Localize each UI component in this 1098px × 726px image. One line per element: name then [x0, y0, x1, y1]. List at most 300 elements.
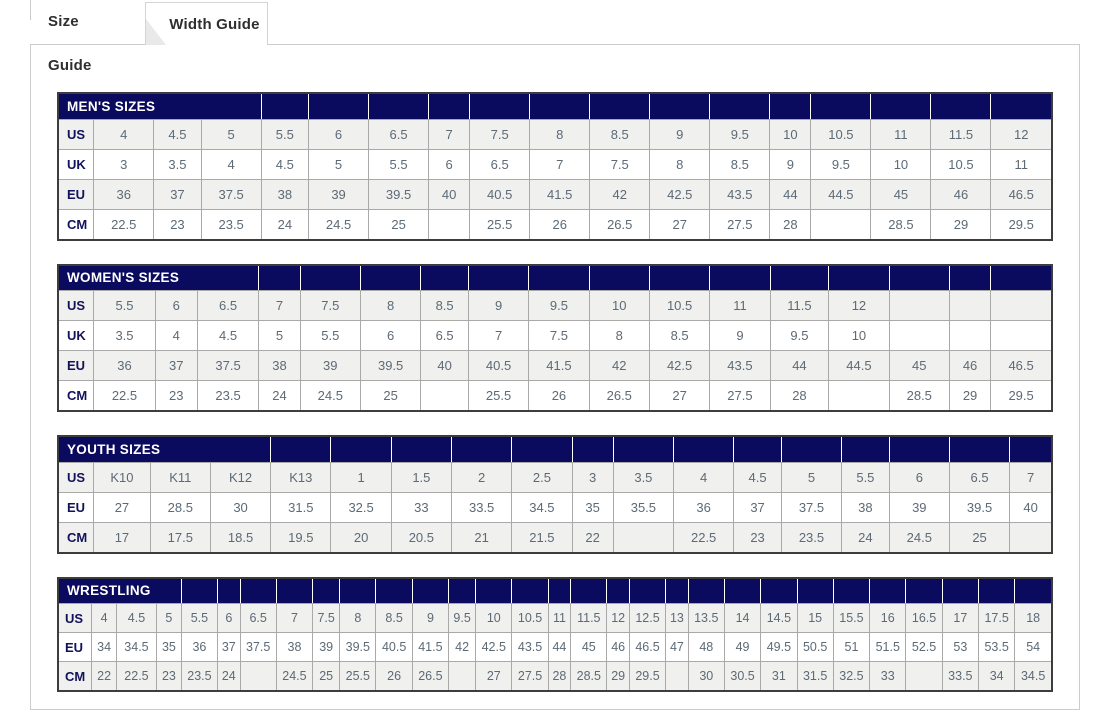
size-row-us: [58, 462, 1052, 492]
size-cell: 39.5: [369, 179, 429, 209]
size-cell: 10.5: [811, 119, 871, 149]
size-cell: 27: [650, 209, 710, 240]
size-cell: 13: [666, 604, 688, 633]
size-cell: 6.5: [197, 291, 259, 321]
title-spacer-cell: [710, 265, 770, 291]
size-cell: [421, 381, 469, 412]
table-title-row: [58, 93, 1052, 119]
size-cell: 2.5: [512, 462, 572, 492]
title-spacer-cell: [889, 265, 949, 291]
size-cell: 23: [155, 381, 197, 412]
title-spacer-cell: [259, 265, 300, 291]
size-cell: 42.5: [650, 179, 710, 209]
size-cell: 35.5: [613, 492, 673, 522]
size-cell: 4: [201, 149, 261, 179]
title-spacer-cell: [452, 436, 512, 462]
size-cell: 10.5: [931, 149, 991, 179]
size-cell: 7: [468, 321, 528, 351]
title-spacer-cell: [979, 578, 1015, 604]
size-cell: 40: [1010, 492, 1052, 522]
size-cell: 27: [94, 492, 150, 522]
row-label: US: [58, 462, 94, 492]
size-cell: 5: [157, 604, 182, 633]
size-cell: 44: [770, 179, 811, 209]
size-cell: 10: [871, 149, 931, 179]
size-cell: 38: [842, 492, 890, 522]
title-spacer-cell: [1010, 436, 1052, 462]
size-cell: 3: [94, 149, 154, 179]
size-cell: K12: [210, 462, 270, 492]
size-cell: K13: [271, 462, 331, 492]
size-cell: 39.5: [949, 492, 1009, 522]
size-cell: 25.5: [470, 209, 530, 240]
title-spacer-cell: [811, 93, 871, 119]
size-cell: 11: [871, 119, 931, 149]
size-cell: 1: [331, 462, 391, 492]
size-cell: 12: [991, 119, 1052, 149]
size-cell: 32.5: [833, 662, 869, 692]
table-title: WRESTLING: [58, 578, 181, 604]
title-spacer-cell: [991, 265, 1052, 291]
size-cell: 28.5: [150, 492, 210, 522]
size-cell: 44: [548, 633, 570, 662]
row-label: US: [58, 119, 94, 149]
size-cell: 7: [530, 149, 590, 179]
size-cell: 6.5: [369, 119, 429, 149]
size-cell: 13.5: [688, 604, 724, 633]
row-label: US: [58, 291, 94, 321]
size-cell: 39: [300, 351, 360, 381]
size-cell: 31: [761, 662, 797, 692]
size-cell: [613, 522, 673, 553]
size-cell: 33: [870, 662, 906, 692]
title-spacer-cell: [512, 578, 548, 604]
title-spacer-cell: [271, 436, 331, 462]
size-cell: 28: [548, 662, 570, 692]
title-spacer-cell: [724, 578, 760, 604]
size-cell: 46.5: [991, 351, 1052, 381]
tab-width-guide-label: Width Guide: [169, 15, 260, 33]
title-spacer-cell: [548, 578, 570, 604]
size-cell: 5: [201, 119, 261, 149]
title-spacer-cell: [650, 93, 710, 119]
size-cell: 34: [92, 633, 117, 662]
size-cell: 34: [979, 662, 1015, 692]
size-cell: 10: [770, 119, 811, 149]
size-cell: 38: [276, 633, 312, 662]
size-cell: 53: [942, 633, 978, 662]
size-cell: 20: [331, 522, 391, 553]
size-cell: 17.5: [150, 522, 210, 553]
size-cell: 34.5: [116, 633, 156, 662]
title-spacer-cell: [1015, 578, 1052, 604]
size-cell: 8: [650, 149, 710, 179]
row-label: UK: [58, 149, 94, 179]
title-spacer-cell: [218, 578, 240, 604]
title-spacer-cell: [761, 578, 797, 604]
size-cell: 22: [572, 522, 613, 553]
size-cell: 21.5: [512, 522, 572, 553]
size-cell: 9.5: [811, 149, 871, 179]
row-label: EU: [58, 633, 92, 662]
size-guide-panel: [30, 44, 1080, 710]
size-row-eu: [58, 633, 1052, 662]
table-title-row: [58, 436, 1052, 462]
size-cell: 4.5: [261, 149, 308, 179]
size-cell: 11.5: [770, 291, 829, 321]
size-cell: 28.5: [889, 381, 949, 412]
size-cell: 33.5: [942, 662, 978, 692]
size-cell: 26: [530, 209, 590, 240]
table-title: MEN'S SIZES: [58, 93, 261, 119]
size-cell: 7.5: [300, 291, 360, 321]
title-spacer-cell: [649, 265, 709, 291]
size-cell: K11: [150, 462, 210, 492]
size-cell: 29.5: [991, 381, 1052, 412]
size-cell: 2: [452, 462, 512, 492]
size-cell: 24: [261, 209, 308, 240]
size-cell: 52.5: [906, 633, 942, 662]
title-spacer-cell: [240, 578, 276, 604]
size-cell: 40.5: [468, 351, 528, 381]
size-cell: 29.5: [629, 662, 665, 692]
title-spacer-cell: [572, 436, 613, 462]
row-label: CM: [58, 209, 94, 240]
size-cell: 23.5: [201, 209, 261, 240]
size-table-wrestling: [57, 577, 1053, 693]
title-spacer-cell: [300, 265, 360, 291]
size-cell: 31.5: [271, 492, 331, 522]
size-cell: 5.5: [261, 119, 308, 149]
size-row-us: [58, 119, 1052, 149]
size-cell: 39: [309, 179, 369, 209]
size-cell: 18: [1015, 604, 1052, 633]
size-cell: 6.5: [240, 604, 276, 633]
title-spacer-cell: [571, 578, 607, 604]
size-row-eu: [58, 351, 1052, 381]
size-cell: 29: [607, 662, 629, 692]
title-spacer-cell: [530, 93, 590, 119]
title-spacer-cell: [734, 436, 782, 462]
size-cell: 10: [476, 604, 512, 633]
title-spacer-cell: [710, 93, 770, 119]
size-cell: 53.5: [979, 633, 1015, 662]
size-cell: 37.5: [197, 351, 259, 381]
title-spacer-cell: [770, 93, 811, 119]
size-cell: [240, 662, 276, 692]
size-cell: 38: [259, 351, 300, 381]
title-spacer-cell: [607, 578, 629, 604]
size-cell: 20.5: [391, 522, 451, 553]
size-cell: 6: [155, 291, 197, 321]
size-cell: 4: [674, 462, 734, 492]
size-cell: 10.5: [649, 291, 709, 321]
size-cell: 40.5: [376, 633, 412, 662]
size-cell: 46: [931, 179, 991, 209]
size-cell: 33: [391, 492, 451, 522]
size-cell: 7: [429, 119, 470, 149]
size-cell: 4.5: [116, 604, 156, 633]
size-cell: 25: [949, 522, 1009, 553]
size-cell: 6.5: [949, 462, 1009, 492]
size-cell: 48: [688, 633, 724, 662]
size-cell: 42: [590, 179, 650, 209]
title-spacer-cell: [429, 93, 470, 119]
size-cell: 3.5: [613, 462, 673, 492]
size-cell: 7: [259, 291, 300, 321]
size-cell: 9.5: [449, 604, 476, 633]
tab-width-guide[interactable]: [145, 2, 268, 45]
size-cell: 25.5: [468, 381, 528, 412]
size-cell: 9: [650, 119, 710, 149]
size-cell: 30: [210, 492, 270, 522]
title-spacer-cell: [589, 265, 649, 291]
size-cell: 11: [710, 291, 770, 321]
size-cell: 6: [429, 149, 470, 179]
title-spacer-cell: [781, 436, 841, 462]
row-label: US: [58, 604, 92, 633]
title-spacer-cell: [613, 436, 673, 462]
size-cell: 40: [421, 351, 469, 381]
size-cell: 24: [842, 522, 890, 553]
title-spacer-cell: [931, 93, 991, 119]
size-cell: 10: [589, 291, 649, 321]
table-title-row: [58, 578, 1052, 604]
size-cell: 25: [360, 381, 420, 412]
title-spacer-cell: [360, 265, 420, 291]
size-cell: 8: [340, 604, 376, 633]
size-cell: 35: [157, 633, 182, 662]
title-spacer-cell: [889, 436, 949, 462]
size-cell: K10: [94, 462, 150, 492]
size-cell: 40: [429, 179, 470, 209]
size-cell: 36: [94, 351, 156, 381]
title-spacer-cell: [590, 93, 650, 119]
size-cell: 27.5: [710, 209, 770, 240]
title-spacer-cell: [276, 578, 312, 604]
size-cell: 24: [218, 662, 240, 692]
size-row-cm: [58, 522, 1052, 553]
size-cell: 1.5: [391, 462, 451, 492]
size-cell: 17.5: [979, 604, 1015, 633]
title-spacer-cell: [261, 93, 308, 119]
tab-fold-corner: [146, 19, 166, 45]
size-cell: 17: [942, 604, 978, 633]
size-cell: 9.5: [529, 291, 589, 321]
size-cell: 9: [770, 149, 811, 179]
size-cell: 12: [829, 291, 889, 321]
size-row-eu: [58, 179, 1052, 209]
size-cell: 39.5: [360, 351, 420, 381]
size-cell: 37.5: [240, 633, 276, 662]
size-row-cm: [58, 662, 1052, 692]
title-spacer-cell: [871, 93, 931, 119]
size-cell: 49.5: [761, 633, 797, 662]
size-cell: 7.5: [313, 604, 340, 633]
size-cell: 4: [92, 604, 117, 633]
size-cell: 7.5: [529, 321, 589, 351]
size-cell: 23.5: [181, 662, 217, 692]
title-spacer-cell: [309, 93, 369, 119]
size-cell: 10: [829, 321, 889, 351]
title-spacer-cell: [688, 578, 724, 604]
size-cell: 25: [369, 209, 429, 240]
tab-size-guide[interactable]: Size Guide: [48, 13, 92, 74]
title-spacer-cell: [829, 265, 889, 291]
size-cell: 7: [1010, 462, 1052, 492]
size-cell: [991, 291, 1052, 321]
tables-host: [31, 92, 1079, 692]
size-cell: 7: [276, 604, 312, 633]
title-spacer-cell: [512, 436, 572, 462]
size-table-women-s-sizes: [57, 264, 1053, 413]
title-spacer-cell: [949, 265, 990, 291]
title-spacer-cell: [313, 578, 340, 604]
size-cell: 36: [674, 492, 734, 522]
size-cell: 27: [649, 381, 709, 412]
size-cell: 6: [218, 604, 240, 633]
size-cell: 7.5: [470, 119, 530, 149]
size-cell: 27: [476, 662, 512, 692]
title-spacer-cell: [906, 578, 942, 604]
size-cell: 5.5: [300, 321, 360, 351]
size-cell: 24.5: [889, 522, 949, 553]
title-spacer-cell: [674, 436, 734, 462]
size-cell: 41.5: [529, 351, 589, 381]
title-spacer-cell: [991, 93, 1052, 119]
size-cell: 5.5: [181, 604, 217, 633]
size-cell: [811, 209, 871, 240]
size-cell: 6: [889, 462, 949, 492]
size-cell: [449, 662, 476, 692]
size-cell: 38: [261, 179, 308, 209]
size-cell: 4: [155, 321, 197, 351]
size-cell: 37: [734, 492, 782, 522]
title-spacer-cell: [666, 578, 688, 604]
size-cell: 39: [313, 633, 340, 662]
size-cell: 25.5: [340, 662, 376, 692]
size-cell: 8: [530, 119, 590, 149]
title-spacer-cell: [842, 436, 890, 462]
size-cell: 5: [259, 321, 300, 351]
size-cell: 46: [607, 633, 629, 662]
size-cell: 6.5: [421, 321, 469, 351]
title-spacer-cell: [376, 578, 412, 604]
size-row-uk: [58, 321, 1052, 351]
size-cell: 37: [155, 351, 197, 381]
table-title: WOMEN'S SIZES: [58, 265, 259, 291]
size-cell: 34.5: [512, 492, 572, 522]
size-cell: 29.5: [991, 209, 1052, 240]
size-cell: 16.5: [906, 604, 942, 633]
size-cell: [889, 321, 949, 351]
size-cell: 37: [154, 179, 201, 209]
size-cell: 5: [781, 462, 841, 492]
title-spacer-cell: [181, 578, 217, 604]
size-cell: 14: [724, 604, 760, 633]
size-cell: 37: [218, 633, 240, 662]
size-cell: 5.5: [94, 291, 156, 321]
size-cell: [906, 662, 942, 692]
size-cell: 4.5: [197, 321, 259, 351]
size-cell: 28.5: [871, 209, 931, 240]
size-cell: 45: [871, 179, 931, 209]
size-cell: 8.5: [421, 291, 469, 321]
size-cell: 17: [94, 522, 150, 553]
size-cell: 9.5: [710, 119, 770, 149]
size-cell: 42.5: [476, 633, 512, 662]
size-cell: 22: [92, 662, 117, 692]
size-cell: 29: [931, 209, 991, 240]
size-cell: 51: [833, 633, 869, 662]
size-cell: 11: [548, 604, 570, 633]
title-spacer-cell: [949, 436, 1009, 462]
size-cell: 6: [360, 321, 420, 351]
row-label: EU: [58, 351, 94, 381]
title-spacer-cell: [476, 578, 512, 604]
size-cell: 11.5: [931, 119, 991, 149]
size-cell: 51.5: [870, 633, 906, 662]
size-cell: 16: [870, 604, 906, 633]
size-cell: 28: [770, 381, 829, 412]
title-spacer-cell: [369, 93, 429, 119]
size-cell: 39.5: [340, 633, 376, 662]
size-cell: 37.5: [781, 492, 841, 522]
size-cell: 29: [949, 381, 990, 412]
title-spacer-cell: [870, 578, 906, 604]
size-cell: 4.5: [734, 462, 782, 492]
size-row-cm: [58, 209, 1052, 240]
size-cell: 43.5: [710, 179, 770, 209]
size-cell: 4: [94, 119, 154, 149]
size-cell: 45: [571, 633, 607, 662]
size-cell: 46: [949, 351, 990, 381]
size-row-cm: [58, 381, 1052, 412]
title-spacer-cell: [529, 265, 589, 291]
size-cell: 9: [412, 604, 448, 633]
size-cell: [666, 662, 688, 692]
size-cell: 21: [452, 522, 512, 553]
size-cell: 22.5: [674, 522, 734, 553]
size-cell: 42: [449, 633, 476, 662]
size-cell: 26.5: [412, 662, 448, 692]
size-cell: 44.5: [829, 351, 889, 381]
size-cell: 8: [360, 291, 420, 321]
size-cell: 41.5: [412, 633, 448, 662]
size-cell: 15: [797, 604, 833, 633]
size-cell: 32.5: [331, 492, 391, 522]
size-cell: 40.5: [470, 179, 530, 209]
size-cell: 12: [607, 604, 629, 633]
title-spacer-cell: [629, 578, 665, 604]
title-spacer-cell: [391, 436, 451, 462]
title-spacer-cell: [770, 265, 829, 291]
size-cell: 22.5: [94, 209, 154, 240]
size-cell: 23: [734, 522, 782, 553]
size-row-us: [58, 604, 1052, 633]
size-cell: 43.5: [512, 633, 548, 662]
size-cell: 22.5: [116, 662, 156, 692]
table-title-row: [58, 265, 1052, 291]
size-cell: 31.5: [797, 662, 833, 692]
size-cell: 41.5: [530, 179, 590, 209]
size-cell: 14.5: [761, 604, 797, 633]
size-cell: 33.5: [452, 492, 512, 522]
size-cell: 7.5: [590, 149, 650, 179]
size-cell: 10.5: [512, 604, 548, 633]
row-label: EU: [58, 492, 94, 522]
row-label: EU: [58, 179, 94, 209]
